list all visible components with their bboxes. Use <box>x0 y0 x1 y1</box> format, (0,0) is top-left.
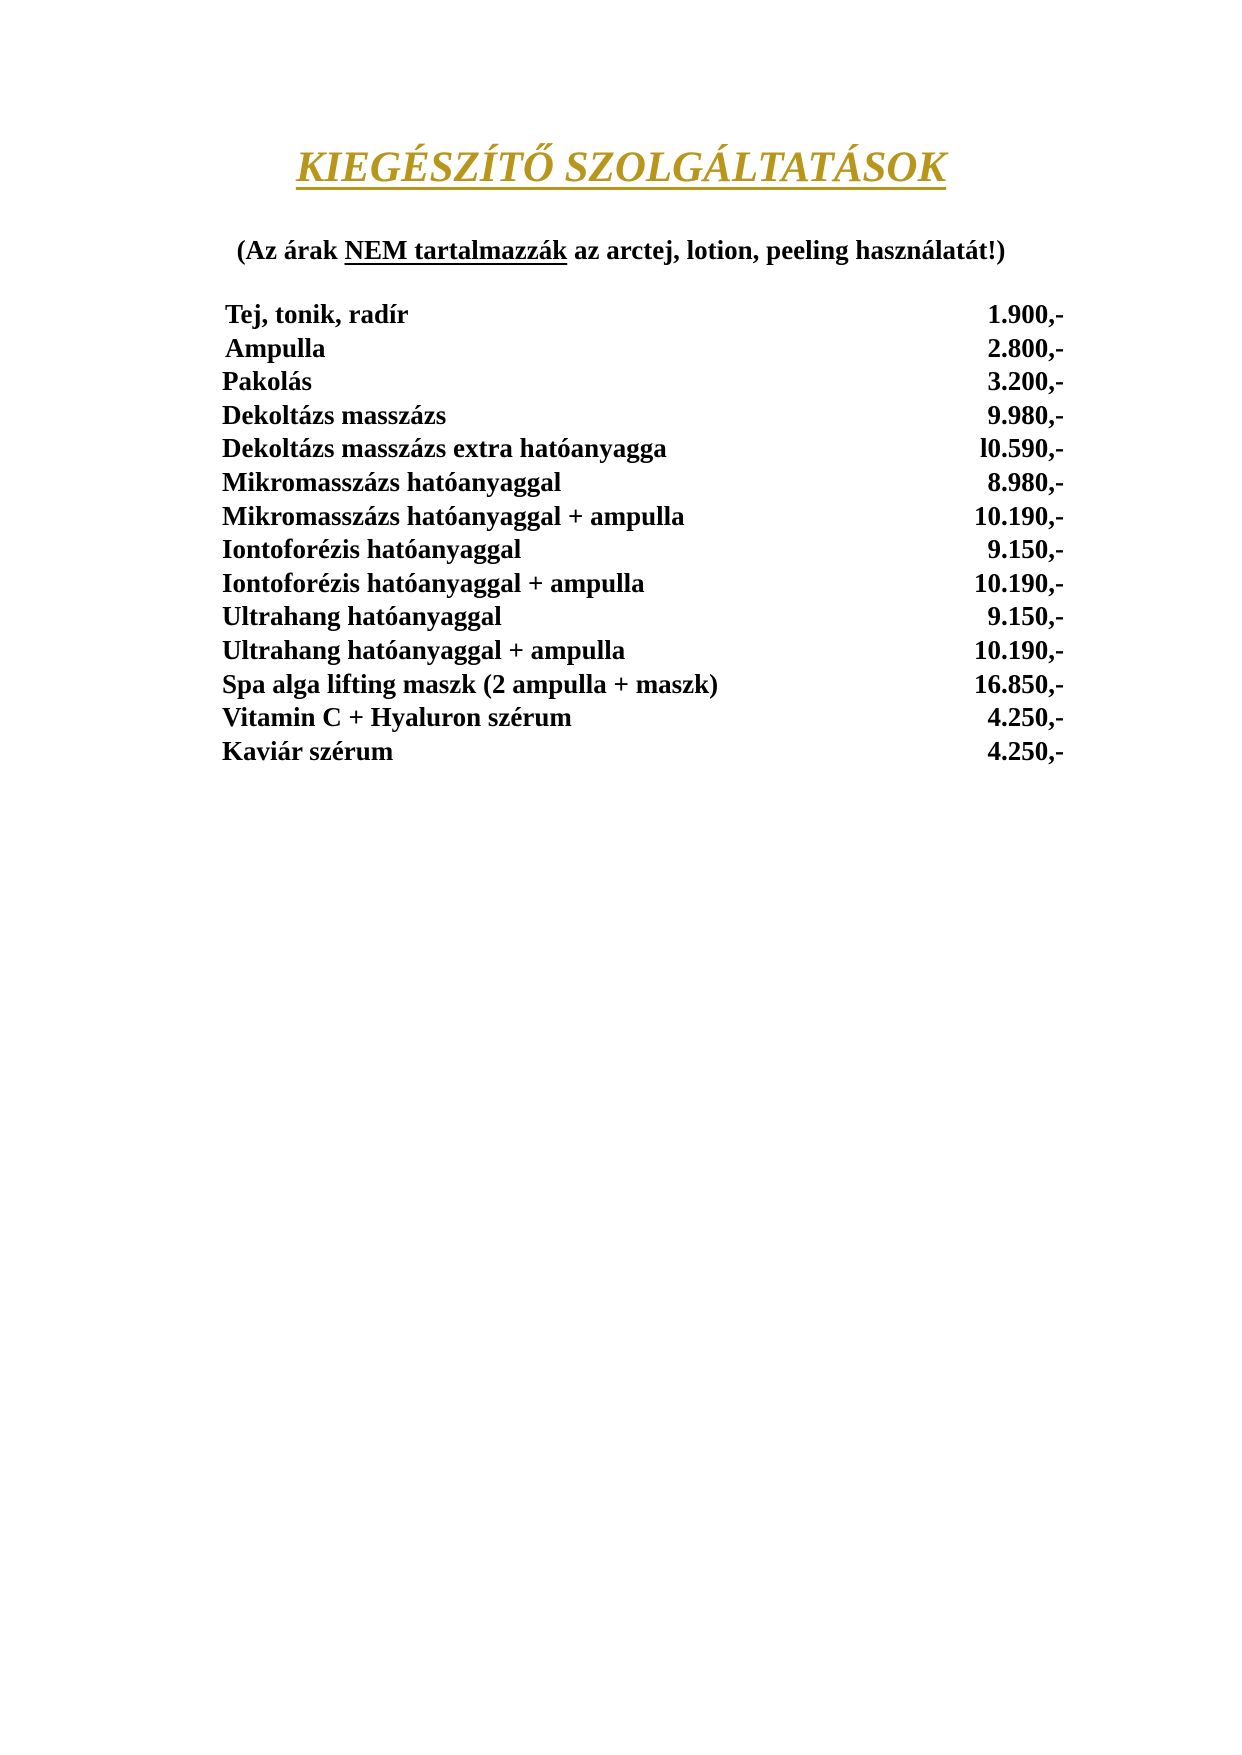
service-name: Ultrahang hatóanyaggal <box>222 601 502 632</box>
service-name: Dekoltázs masszázs <box>222 399 447 430</box>
price-row <box>222 735 1064 769</box>
service-name: Vitamin C + Hyaluron szérum <box>222 702 572 733</box>
service-name: Pakolás <box>222 366 313 397</box>
service-name: Mikromasszázs hatóanyaggal + ampulla <box>222 500 685 531</box>
price-row <box>222 466 1064 500</box>
service-name: Iontoforézis hatóanyaggal <box>222 534 522 565</box>
service-name: Ampulla <box>225 332 326 363</box>
service-price: 16.850,- <box>974 668 1064 699</box>
service-name: Iontoforézis hatóanyaggal + ampulla <box>222 567 645 598</box>
service-price: 4.250,- <box>987 735 1064 766</box>
service-price: 1.900,- <box>987 299 1064 329</box>
service-price: 4.250,- <box>987 702 1064 733</box>
price-row <box>222 365 1064 399</box>
service-price: 2.800,- <box>987 332 1064 363</box>
price-row <box>222 701 1064 735</box>
price-row <box>222 600 1064 634</box>
service-name: Dekoltázs masszázs extra hatóanyagga <box>222 433 667 464</box>
price-row <box>222 533 1064 567</box>
price-list <box>222 298 1064 768</box>
price-row <box>222 567 1064 601</box>
price-row <box>222 432 1064 466</box>
price-row <box>222 298 1064 332</box>
price-row <box>222 668 1064 702</box>
service-price: 10.190,- <box>974 500 1064 531</box>
service-name: Spa alga lifting maszk (2 ampulla + maszk) <box>222 668 719 699</box>
service-price: 9.980,- <box>987 399 1064 430</box>
price-row <box>222 399 1064 433</box>
price-note-suffix: az arctej, lotion, peeling használatát!) <box>567 235 1006 265</box>
service-price: 9.150,- <box>987 534 1064 565</box>
service-name: Mikromasszázs hatóanyaggal <box>222 466 562 497</box>
page-title: KIEGÉSZÍTŐ SZOLGÁLTATÁSOK <box>295 144 947 191</box>
service-price: 10.190,- <box>974 567 1064 598</box>
price-row <box>222 332 1064 366</box>
service-price: 9.150,- <box>987 601 1064 632</box>
service-name: Kaviár szérum <box>222 735 394 766</box>
service-name: Tej, tonik, radír <box>225 299 409 329</box>
service-price: l0.590,- <box>980 433 1064 464</box>
service-price: 10.190,- <box>974 634 1064 665</box>
price-note-prefix: (Az árak <box>236 235 345 265</box>
service-price: 3.200,- <box>987 366 1064 397</box>
service-price: 8.980,- <box>987 466 1064 497</box>
price-note <box>0 232 1242 268</box>
service-name: Ultrahang hatóanyaggal + ampulla <box>222 634 626 665</box>
price-row <box>222 500 1064 534</box>
price-note-emphasis: NEM tartalmazzák <box>344 235 568 265</box>
price-row <box>222 634 1064 668</box>
